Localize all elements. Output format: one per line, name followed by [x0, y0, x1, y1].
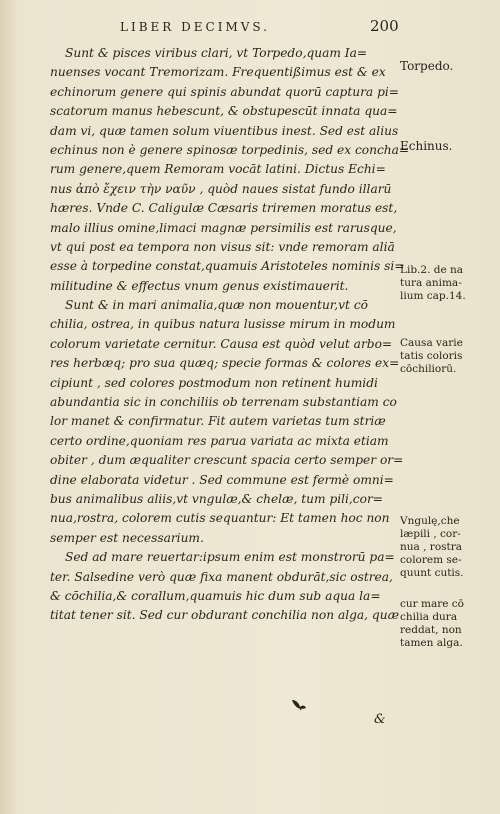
leaf-fleuron-icon — [290, 697, 308, 711]
text-line: abundantia sic in conchiliis ob terrenam substantiam co — [50, 395, 397, 410]
text-line: obiter , dum æqualiter crescunt spacia certo semper or= — [50, 453, 404, 468]
main-text-block — [50, 44, 410, 626]
text-line: lor manet & confirmatur. Fit autem varietas tum striæ — [50, 414, 386, 429]
text-line: malo illius omine,limaci magnæ persimilis est rarusque, — [50, 220, 397, 235]
text-line: ter. Salsedine verò quæ fixa manent obdurāt,sic ostrea, — [50, 569, 393, 584]
catchword: & — [374, 712, 386, 727]
text-line: dine elaborata videtur . Sed commune est fermè omni= — [50, 472, 394, 487]
text-line: rum genere,quem Remoram vocāt latini. Dictus Echi= — [50, 162, 386, 177]
text-line: echinorum genere qui spinis abundat quorū captura pi= — [50, 84, 399, 99]
text-line: Sunt & in mari animalia,quæ non mouentur,vt cō — [65, 298, 368, 313]
text-line: dam vi, quæ tamen solum viuentibus inest. Sed est alius — [50, 123, 399, 138]
text-line: semper est necessarium. — [50, 530, 204, 545]
margin-note-torpedo: Torpedo. — [400, 59, 454, 73]
text-line: certo ordine,quoniam res parua variata ac mixta etiam — [50, 433, 389, 448]
page-number: 200 — [370, 17, 399, 35]
margin-note-echinus: Echinus. — [400, 139, 453, 153]
margin-note-aristotle-ref: Lib.2. de na tura anima- lium cap.14. — [400, 264, 466, 302]
text-line: Sed ad mare reuertar:ipsum enim est monstrorū pa= — [65, 550, 395, 565]
text-line: hæres. Vnde C. Caligulæ Cæsaris triremen moratus est, — [50, 201, 398, 216]
margin-note-hooves: Vngulę,che læpili , cor- nua , rostra colorem se- quunt cutis. — [400, 515, 464, 579]
text-line: titat tener sit. Sed cur obdurant conchilia non alga, quæ — [50, 608, 400, 623]
text-line: militudine & effectus vnum genus existimauerit. — [50, 278, 349, 293]
text-line: nuenses vocant Tremorizam. Frequentißimus est & ex — [50, 65, 386, 80]
text-line: Sunt & pisces viribus clari, vt Torpedo,quam Ia= — [65, 46, 368, 60]
text-line: esse à torpedine constat,quamuis Aristoteles nominis si= — [50, 259, 405, 274]
text-line: chilia, ostrea, in quibus natura lusisse mirum in modum — [50, 317, 396, 332]
text-line: colorum varietate cernitur. Causa est quòd velut arbo= — [50, 336, 393, 351]
margin-note-color-variety: Causa varie tatis coloris cōchiliorū. — [400, 337, 463, 375]
text-line: & cōchilia,& corallum,quamuis hic dum sub aqua la= — [50, 588, 381, 603]
text-line: nua,rostra, colorem cutis sequantur: Et tamen hoc non — [50, 511, 390, 526]
text-line: vt qui post ea tempora non visus sit: vnde remoram aliā — [50, 239, 395, 254]
text-line: cipiunt , sed colores postmodum non retinent humidi — [50, 375, 378, 390]
margin-note-sea-hardening: cur mare cō chilia dura reddat, non tamen alga. — [400, 598, 464, 649]
text-line: nus ἀπὸ ἔχειν τὴν ναῦν , quòd naues sistat fundo illarū — [50, 181, 392, 196]
text-line: echinus non è genere spinosæ torpedinis, sed ex concha= — [50, 142, 410, 157]
text-line: scatorum manus hebescunt, & obstupescūt innata qua= — [50, 104, 398, 119]
running-header: LIBER DECIMVS. — [120, 20, 270, 34]
text-line: res herbæq; pro sua quæq; specie formas & colores ex= — [50, 356, 400, 371]
text-line: bus animalibus aliis,vt vngulæ,& chelæ, tum pili,cor= — [50, 491, 384, 506]
